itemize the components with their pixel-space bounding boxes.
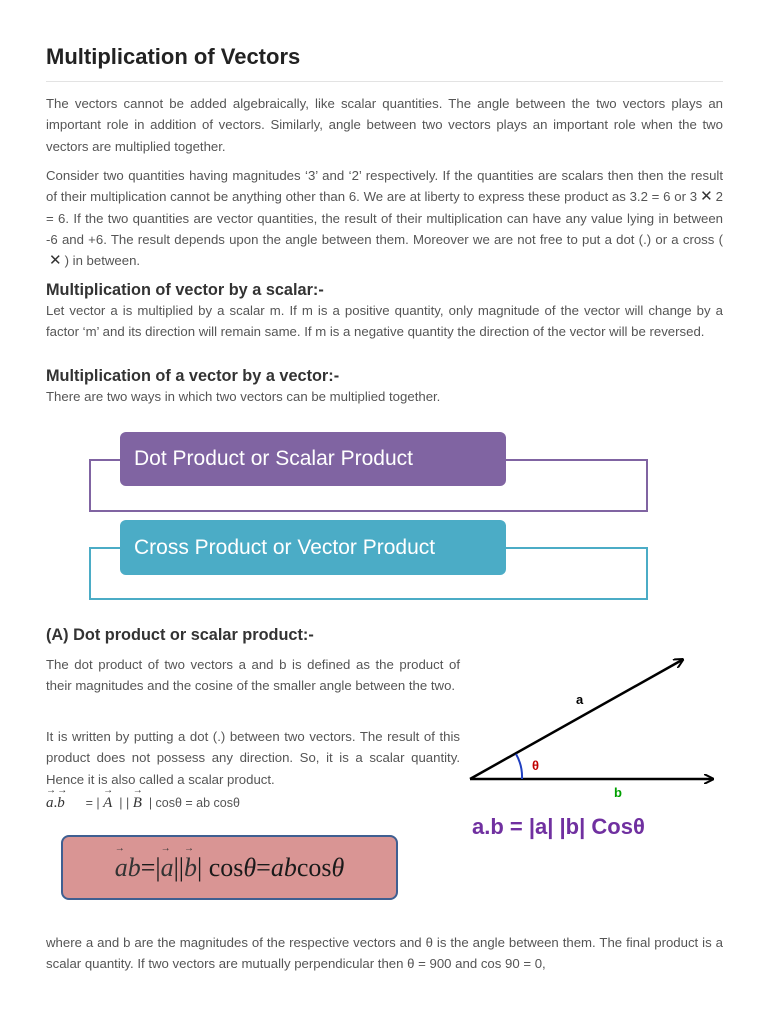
- cross-symbol: ✕: [49, 252, 62, 270]
- angle-arc: [516, 754, 522, 779]
- inline-formula: → a.→ b = | → A | | → B | cosθ = ab cosθ: [46, 795, 240, 812]
- label-a: a: [576, 692, 584, 707]
- vector-a-arrow: [470, 660, 682, 779]
- intro-paragraph-1: The vectors cannot be added algebraically, like scalar quantities. The angle between the two vectors plays an important role in addition of vectors. Similarly, angle between two vectors plays an important role when the two vectors are multiplied together.: [46, 96, 723, 154]
- scalar-multiplication-text: Let vector a is multiplied by a scalar m. If m is a positive quantity, only magnitude of the vector will change by a factor ‘m’ and its direction will remain same. If m is a negative quantity the direction of the vector will be reversed.: [46, 303, 723, 340]
- vector-multiplication-heading: Multiplication of a vector by a vector:-: [46, 367, 340, 385]
- title-divider: [46, 81, 723, 82]
- label-theta: θ: [532, 758, 540, 773]
- label-b: b: [614, 785, 622, 800]
- dot-product-notation: It is written by putting a dot (.) between two vectors. The result of this product does not possess any direction. So, it is a scalar quantity. Hence it is also called a scalar product.: [46, 729, 460, 787]
- vector-b: → b: [57, 795, 65, 811]
- cross-symbol: ✕: [700, 188, 713, 206]
- cross-product-box: Cross Product or Vector Product: [120, 520, 506, 575]
- vector-multiplication-text: There are two ways in which two vectors can be multiplied together.: [46, 389, 441, 404]
- dot-product-formula-box: → ab =| → a || → b | cos θ = ab cos θ: [61, 835, 398, 900]
- dot-product-definition: The dot product of two vectors a and b is defined as the product of their magnitudes and the cosine of the smaller angle between the two.: [46, 657, 460, 694]
- dot-product-conclusion: where a and b are the magnitudes of the respective vectors and θ is the angle between them. The final product is a scalar quantity. If two vectors are mutually perpendicular then θ = 900 and cos 90 = 0,: [46, 935, 723, 972]
- dot-product-box: Dot Product or Scalar Product: [120, 432, 506, 486]
- diagram-caption: a.b = |a| |b| Cosθ: [472, 814, 645, 839]
- intro-p2-part2: 2 = 6. If the two quantities are vector quantities, the result of their multiplication can have any value lying in between -6 and +6. The result depends upon the angle between them. Moreover we are not free to put a dot (.) or a cross (: [46, 189, 723, 247]
- dot-product-diagram: [464, 654, 722, 844]
- dot-product-heading: (A) Dot product or scalar product:-: [46, 626, 314, 644]
- vector-B: → B: [133, 795, 142, 811]
- intro-paragraph-2: [46, 165, 723, 271]
- intro-p2-part1: Consider two quantities having magnitudes ‘3’ and ‘2’ respectively. If the quantities are scalars then then the result of their multiplication cannot be anything other than 6. We are at liberty to express these product as 3.2 = 6 or 3: [46, 168, 723, 205]
- scalar-multiplication-heading: Multiplication of vector by a scalar:-: [46, 281, 324, 299]
- vector-A: → A: [103, 795, 112, 811]
- intro-p2-part3: ) in between.: [64, 253, 141, 269]
- page-title: Multiplication of Vectors: [46, 44, 301, 69]
- vector-a: → a: [46, 795, 54, 811]
